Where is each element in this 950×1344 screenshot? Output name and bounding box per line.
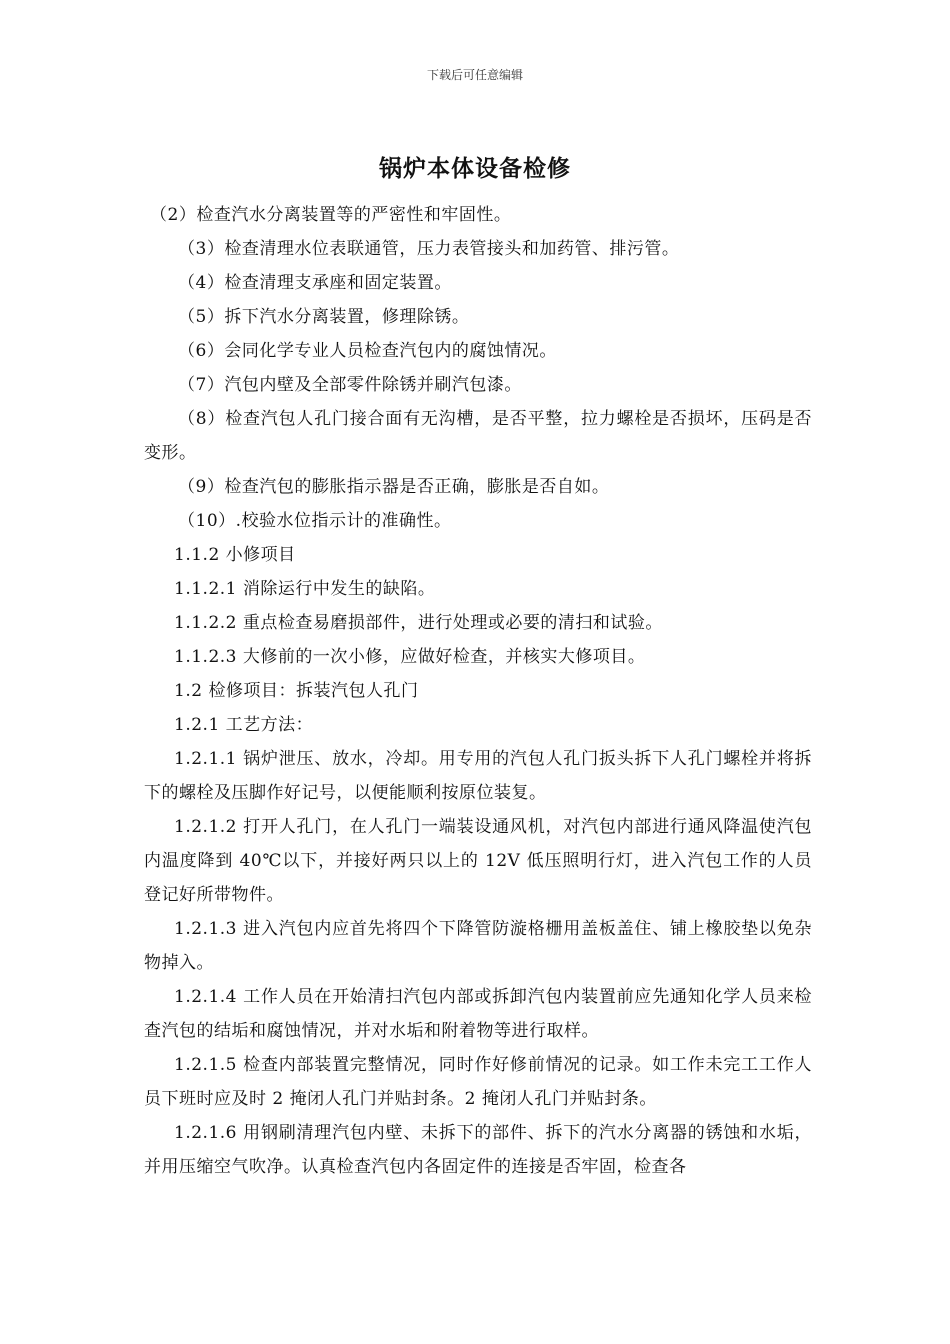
paragraph: 1.2.1.5 检查内部装置完整情况，同时作好修前情况的记录。如工作未完工工作人员下班时应及时 2 掩闭人孔门并贴封条。2 掩闭人孔门并贴封条。 [144, 1055, 812, 1109]
paragraph: （5）拆下汽水分离装置，修理除锈。 [178, 307, 470, 327]
paragraph: 1.2.1.1 锅炉泄压、放水，冷却。用专用的汽包人孔门扳头拆下人孔门螺栓并将拆下的螺栓及压脚作好记号，以便能顺利按原位装复。 [144, 749, 812, 803]
paragraph: （10）.校验水位指示计的准确性。 [178, 511, 452, 531]
page-header-note: 下载后可任意编辑 [426, 68, 523, 82]
paragraph: （7）汽包内壁及全部零件除锈并刷汽包漆。 [178, 375, 522, 395]
paragraph: 1.2.1.2 打开人孔门，在人孔门一端装设通风机，对汽包内部进行通风降温使汽包内温度降到 40℃以下，并接好两只以上的 12V 低压照明行灯，进入汽包工作的人员登记好所带物件。 [144, 817, 812, 905]
paragraph: （2）检查汽水分离装置等的严密性和牢固性。 [150, 205, 512, 225]
section-heading: 1.2 检修项目：拆装汽包人孔门 [174, 681, 419, 701]
paragraph: 1.2.1.6 用钢刷清理汽包内壁、未拆下的部件、拆下的汽水分离器的锈蚀和水垢，并用压缩空气吹净。认真检查汽包内各固定件的连接是否牢固，检查各 [144, 1123, 812, 1177]
document-title: 锅炉本体设备检修 [379, 156, 571, 182]
paragraph: （8）检查汽包人孔门接合面有无沟槽，是否平整，拉力螺栓是否损坏，压码是否变形。 [144, 409, 812, 463]
paragraph: （3）检查清理水位表联通管，压力表管接头和加药管、排污管。 [178, 239, 680, 259]
paragraph: （9）检查汽包的膨胀指示器是否正确，膨胀是否自如。 [178, 477, 610, 497]
paragraph: 1.1.2.2 重点检查易磨损部件，进行处理或必要的清扫和试验。 [174, 613, 663, 633]
paragraph: （6）会同化学专业人员检查汽包内的腐蚀情况。 [178, 341, 557, 361]
section-heading: 1.2.1 工艺方法： [174, 715, 314, 735]
paragraph: 1.2.1.4 工作人员在开始清扫汽包内部或拆卸汽包内装置前应先通知化学人员来检查汽包的结垢和腐蚀情况，并对水垢和附着物等进行取样。 [144, 987, 812, 1041]
paragraph: 1.1.2.1 消除运行中发生的缺陷。 [174, 579, 436, 599]
document-body [144, 198, 812, 1184]
paragraph: 1.1.2.3 大修前的一次小修，应做好检查，并核实大修项目。 [174, 647, 646, 667]
paragraph: 1.2.1.3 进入汽包内应首先将四个下降管防漩格栅用盖板盖住、铺上橡胶垫以免杂物掉入。 [144, 919, 812, 973]
paragraph: （4）检查清理支承座和固定装置。 [178, 273, 452, 293]
section-heading: 1.1.2 小修项目 [174, 545, 296, 565]
